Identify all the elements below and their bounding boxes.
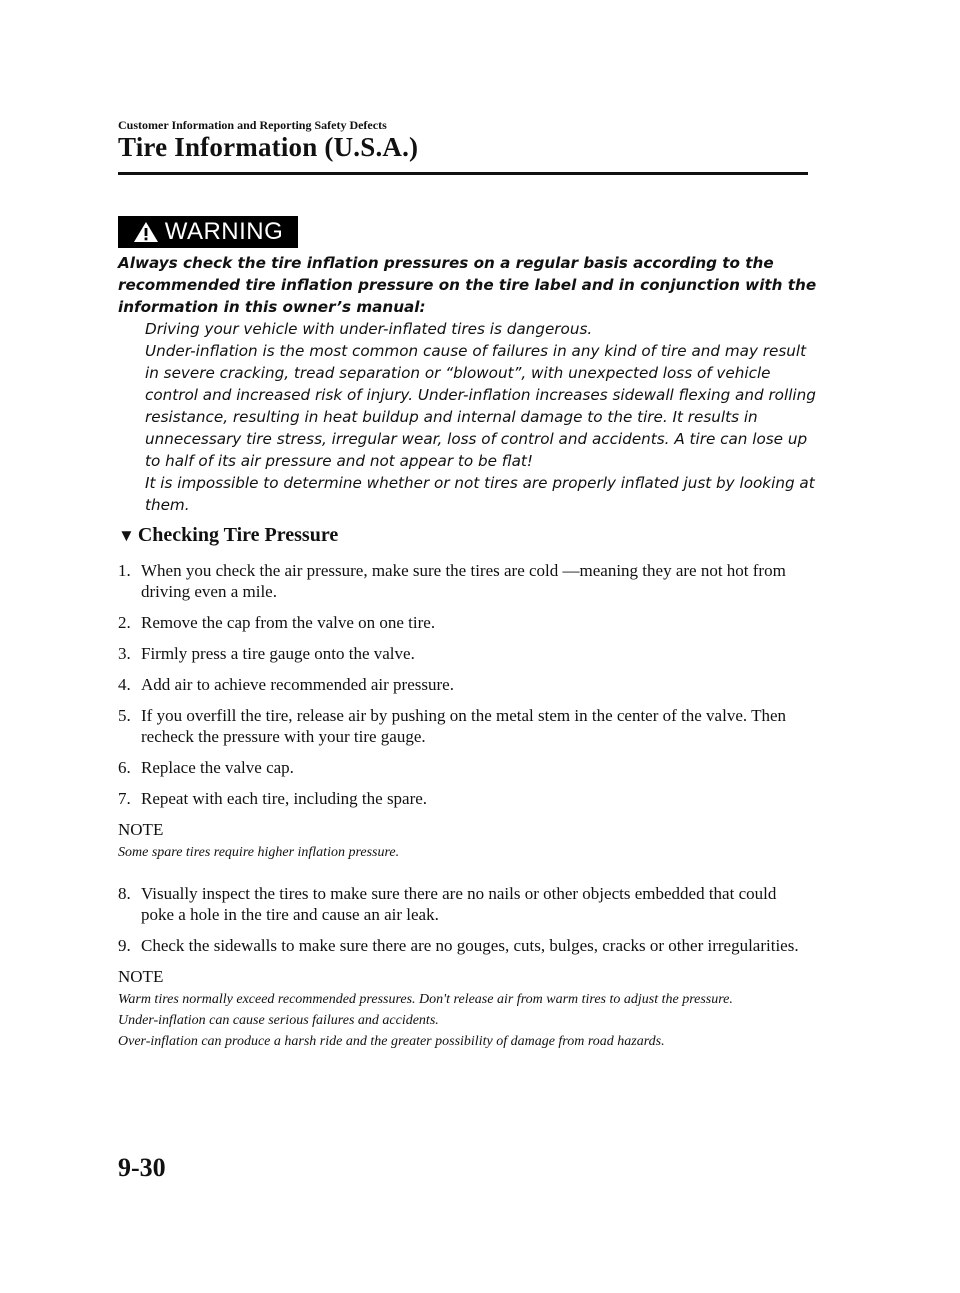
note-text: Some spare tires require higher inflation pressure. bbox=[118, 845, 400, 860]
note-block bbox=[118, 966, 808, 1052]
warning-label: WARNING bbox=[164, 218, 284, 245]
list-item bbox=[118, 612, 808, 633]
step-number: 7. bbox=[118, 789, 131, 808]
list-item bbox=[118, 883, 808, 925]
step-number: 1. bbox=[118, 561, 131, 580]
list-item bbox=[118, 705, 808, 747]
list-item bbox=[118, 788, 808, 809]
steps-list bbox=[118, 560, 808, 1072]
step-text: Replace the valve cap. bbox=[141, 758, 294, 777]
header-divider bbox=[118, 172, 808, 175]
warning-triangle-icon bbox=[133, 221, 159, 243]
step-text: Visually inspect the tires to make sure there are no nails or other objects embedded that could poke a hole in the tire and cause an air leak. bbox=[141, 884, 777, 924]
step-number: 4. bbox=[118, 675, 131, 694]
note-text: Under-inflation can cause serious failures and accidents. bbox=[118, 1013, 439, 1028]
step-number: 3. bbox=[118, 644, 131, 663]
page-title: Tire Information (U.S.A.) bbox=[118, 132, 419, 162]
list-item bbox=[118, 560, 808, 602]
step-text: Firmly press a tire gauge onto the valve. bbox=[141, 644, 415, 663]
note-block bbox=[118, 819, 808, 863]
warning-paragraph: Under-inflation is the most common cause of failures in any kind of tire and may result in severe cracking, tread separation or “blowout”, with unexpected loss of vehicle control and increased risk of injury. Under-inflation increases sidewall flexing and rolling resistance, resulting in heat buildup and internal damage to the tire. It results in unnecessary tire stress, irregular wear, loss of control and accidents. A tire can lose up to half of its air pressure and not appear to be flat! bbox=[145, 342, 816, 470]
step-text: Remove the cap from the valve on one tire. bbox=[141, 613, 436, 632]
list-item bbox=[118, 674, 808, 695]
list-item bbox=[118, 935, 808, 956]
section-header: Customer Information and Reporting Safety Defects bbox=[118, 118, 387, 132]
warning-badge bbox=[118, 216, 298, 248]
section-heading bbox=[118, 524, 338, 547]
list-item bbox=[118, 643, 808, 664]
note-title: NOTE bbox=[118, 820, 164, 839]
step-number: 6. bbox=[118, 758, 131, 777]
note-text: Over-inflation can produce a harsh ride and the greater possibility of damage from road hazards. bbox=[118, 1034, 665, 1049]
section-heading-text: Checking Tire Pressure bbox=[137, 524, 339, 546]
warning-paragraph: Driving your vehicle with under-inflated tires is dangerous. bbox=[145, 320, 593, 338]
step-text: If you overfill the tire, release air by pushing on the metal stem in the center of the valve. Then recheck the pressure with your tire gauge. bbox=[141, 706, 786, 746]
list-item bbox=[118, 757, 808, 778]
note-title: NOTE bbox=[118, 967, 164, 986]
step-text: Repeat with each tire, including the spare. bbox=[141, 789, 428, 808]
step-text: When you check the air pressure, make sure the tires are cold ―meaning they are not hot from driving even a mile. bbox=[141, 561, 786, 601]
step-text: Check the sidewalls to make sure there are no gouges, cuts, bulges, cracks or other irregularities. bbox=[141, 936, 799, 955]
triangle-down-icon: ▼ bbox=[118, 526, 135, 545]
step-number: 5. bbox=[118, 706, 131, 725]
step-text: Add air to achieve recommended air pressure. bbox=[141, 675, 454, 694]
step-number: 8. bbox=[118, 884, 131, 903]
step-number: 9. bbox=[118, 936, 131, 955]
warning-text bbox=[118, 252, 818, 516]
warning-paragraph: It is impossible to determine whether or not tires are properly inflated just by looking at them. bbox=[145, 474, 815, 514]
page-number: 9-30 bbox=[118, 1153, 166, 1182]
warning-lead: Always check the tire inflation pressures on a regular basis according to the recommended tire inflation pressure on the tire label and in conjunction with the information in this owner’s manual: bbox=[118, 254, 817, 316]
step-number: 2. bbox=[118, 613, 131, 632]
note-text: Warm tires normally exceed recommended pressures. Don't release air from warm tires to adjust the pressure. bbox=[118, 992, 733, 1007]
